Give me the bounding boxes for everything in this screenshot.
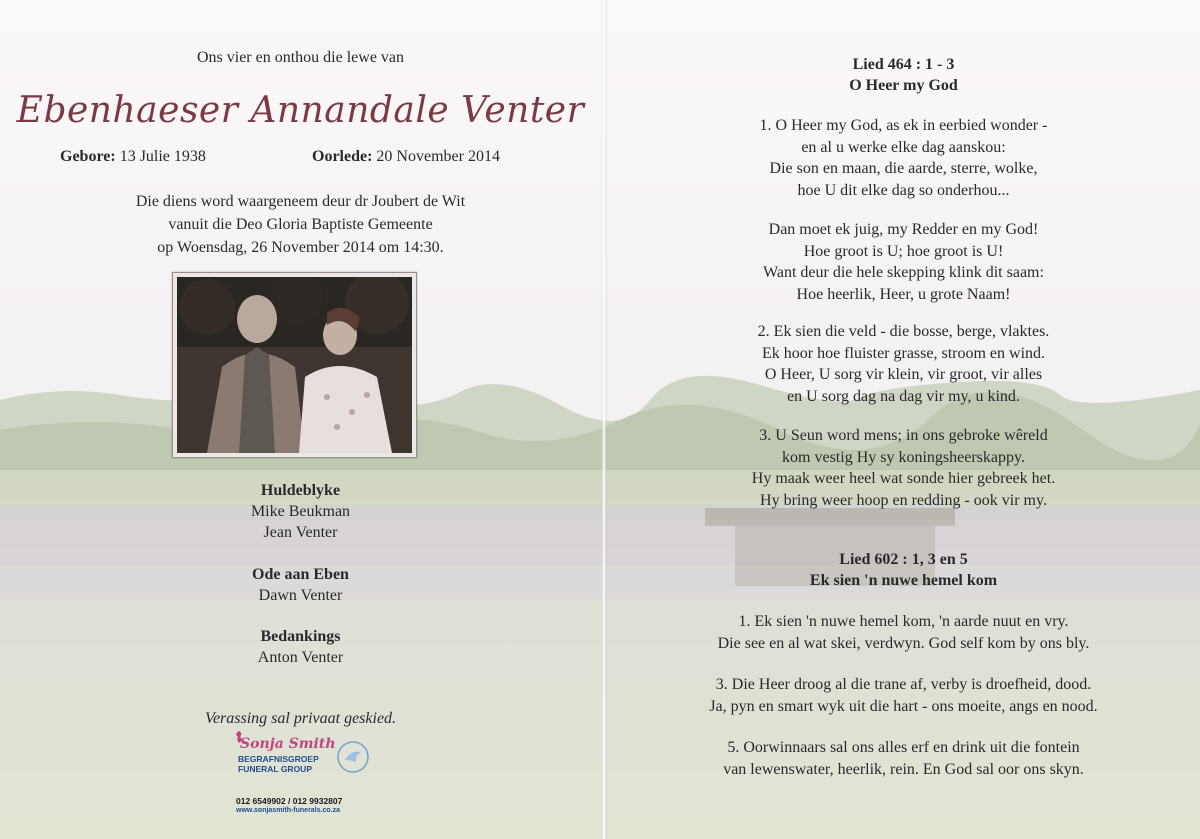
verse-line: Hy maak weer heel wat sonde hier gebreek het. xyxy=(751,470,1056,487)
logo-brand: Sonja Smith xyxy=(240,736,336,752)
verse-line: 5. Oorwinnaars sal ons alles erf en drink uit die fontein xyxy=(727,739,1080,756)
born-label: Gebore: xyxy=(60,148,116,165)
verse-line: 2. Ek sien die veld - die bosse, berge, vlaktes. xyxy=(757,323,1050,340)
funeral-group-logo xyxy=(228,730,378,820)
verse-line: Die son en maan, die aarde, sterre, wolke, xyxy=(769,160,1038,177)
verse-line: Hoe groot is U; hoe groot is U! xyxy=(803,242,1004,260)
verse-line: Ek hoor hoe fluister grasse, stroom en wind. xyxy=(761,344,1046,362)
couple-photo-image xyxy=(177,277,412,453)
section-heading: Bedankings xyxy=(260,628,341,645)
hymn1-stanza xyxy=(607,321,1200,407)
logo-group-en: FUNERAL GROUP xyxy=(238,764,312,774)
hymn2-stanza xyxy=(607,611,1200,654)
service-line: op Woensdag, 26 November 2014 om 14:30. xyxy=(157,239,444,256)
hymn2-stanza xyxy=(607,674,1200,717)
section-name: Anton Venter xyxy=(257,649,344,666)
section-name: Mike Beukman xyxy=(250,503,351,520)
verse-line: Hy bring weer hoop en redding - ook vir my. xyxy=(760,491,1047,509)
verse-line: Dan moet ek juig, my Redder en my God! xyxy=(768,221,1039,238)
verse-line: 3. Die Heer droog al die trane af, verby is droefheid, dood. xyxy=(715,676,1092,693)
deceased-name: Ebenhaeser Annandale Venter xyxy=(16,90,585,131)
hymn1-title: O Heer my God xyxy=(849,77,958,94)
verse-line: Ja, pyn en smart wyk uit die hart - ons moeite, angs en nood. xyxy=(709,697,1098,715)
logo-website: www.sonjasmith-funerals.co.za xyxy=(236,807,340,814)
verse-line: O Heer, U sorg vir klein, vir groot, vir alles xyxy=(764,366,1043,383)
verse-line: 1. Ek sien 'n nuwe hemel kom, 'n aarde nuut en vry. xyxy=(738,613,1069,630)
verse-line: Hoe heerlik, Heer, u grote Naam! xyxy=(796,285,1011,303)
verse-line: van lewenswater, heerlik, rein. En God sal oor ons skyn. xyxy=(723,760,1084,778)
logo-group-names xyxy=(238,754,319,774)
born xyxy=(60,148,206,166)
right-page xyxy=(607,0,1200,839)
service-details xyxy=(0,190,601,259)
portrait-photo xyxy=(172,272,417,458)
hymn1-chorus xyxy=(607,219,1200,305)
verse-line: hoe U dit elke dag so onderhou... xyxy=(797,181,1010,199)
died xyxy=(312,148,500,166)
hymn2-title: Ek sien 'n nuwe hemel kom xyxy=(809,572,998,589)
section-heading: Huldeblyke xyxy=(260,482,341,499)
hymn2-stanza xyxy=(607,737,1200,780)
hymn1-number: Lied 464 : 1 - 3 xyxy=(852,56,955,73)
logo-phone: 012 6549902 / 012 9932807 xyxy=(236,796,343,806)
verse-line: Die see en al wat skei, verdwyn. God self kom by ons bly. xyxy=(717,634,1090,652)
verse-line: 1. O Heer my God, as ek in eerbied wonder - xyxy=(759,117,1048,134)
tributes-section xyxy=(0,480,601,543)
hymn1-stanza xyxy=(607,115,1200,201)
verse-line: Want deur die hele skepping klink dit saam: xyxy=(763,264,1044,281)
section-heading: Ode aan Eben xyxy=(252,566,349,583)
section-name: Dawn Venter xyxy=(258,587,343,604)
section-name: Jean Venter xyxy=(263,524,338,541)
verse-line: 3. U Seun word mens; in ons gebroke wêreld xyxy=(759,427,1048,444)
verse-line: en U sorg dag na dag vir my, u kind. xyxy=(787,387,1020,405)
intro-text: Ons vier en onthou die lewe van xyxy=(196,49,405,66)
ode-section xyxy=(0,564,601,606)
verse-line: en al u werke elke dag aanskou: xyxy=(801,138,1006,156)
born-date: 13 Julie 1938 xyxy=(119,148,206,165)
service-line: Die diens word waargeneem deur dr Joubert de Wit xyxy=(135,193,466,210)
verse-line: kom vestig Hy sy koningsheerskappy. xyxy=(782,448,1025,466)
cremation-note: Verassing sal privaat geskied. xyxy=(204,710,397,727)
service-line: vanuit die Deo Gloria Baptiste Gemeente xyxy=(168,216,433,233)
logo-group-af: BEGRAFNISGROEP xyxy=(238,754,319,764)
thanks-section xyxy=(0,626,601,668)
died-date: 20 November 2014 xyxy=(376,148,500,165)
died-label: Oorlede: xyxy=(312,148,373,165)
hymn2-number: Lied 602 : 1, 3 en 5 xyxy=(839,551,968,568)
hymn1-stanza xyxy=(607,425,1200,511)
dove-emblem-icon xyxy=(336,740,370,774)
